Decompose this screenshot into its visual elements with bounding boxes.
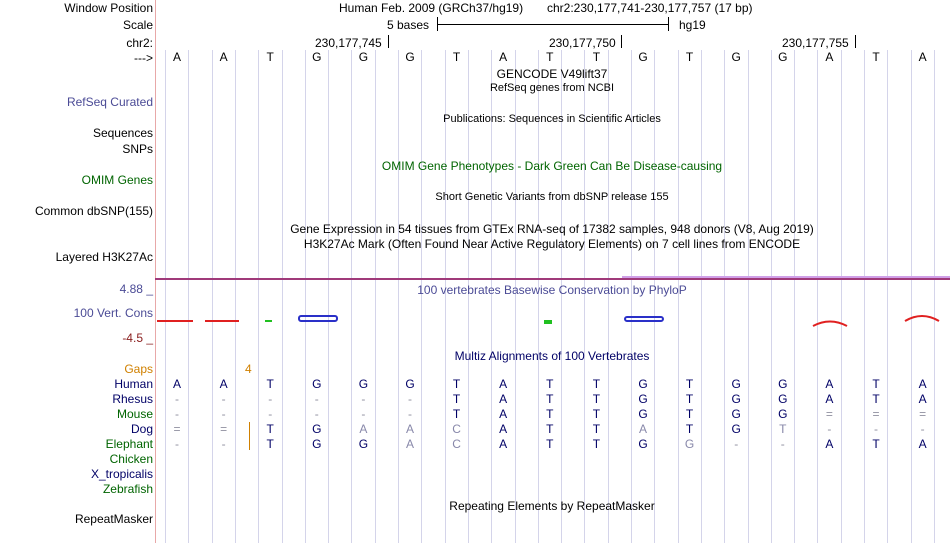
conservation-mark-8 xyxy=(905,316,939,321)
species-rhesus-label: Rhesus xyxy=(112,392,153,406)
reference-base: T xyxy=(452,50,461,64)
alignment-base-rhesus: - xyxy=(314,392,319,406)
alignment-base-mouse: = xyxy=(825,407,833,421)
alignment-base-human: T xyxy=(685,377,694,391)
alignment-base-human: T xyxy=(266,377,274,391)
alignment-base-human: T xyxy=(592,377,601,391)
dbsnp-track-title[interactable]: Short Genetic Variants from dbSNP release 155 xyxy=(435,191,669,203)
alignment-base-dog: - xyxy=(827,422,832,436)
gap-count: 4 xyxy=(245,362,252,376)
repeatmasker-label[interactable]: RepeatMasker xyxy=(74,512,153,526)
alignment-base-mouse: = xyxy=(872,407,880,421)
alignment-base-rhesus: T xyxy=(592,392,601,406)
alignment-base-rhesus: T xyxy=(546,392,554,406)
alignment-base-elephant: T xyxy=(872,437,880,451)
alignment-base-mouse: T xyxy=(592,407,601,421)
alignment-base-human: A xyxy=(172,377,181,391)
alignment-base-mouse: = xyxy=(919,407,927,421)
alignment-base-dog: A xyxy=(638,422,647,436)
chromosome-label: chr2: xyxy=(126,36,153,50)
alignment-base-human: G xyxy=(405,377,415,391)
reference-base: T xyxy=(266,50,274,64)
alignment-base-mouse: T xyxy=(452,407,461,421)
phylop-max-label: 4.88 _ xyxy=(119,282,153,296)
alignment-base-dog: - xyxy=(920,422,925,436)
window-position-label: Window Position xyxy=(64,1,153,15)
alignment-base-elephant: - xyxy=(175,437,179,451)
alignment-base-rhesus: A xyxy=(918,392,927,406)
alignment-base-rhesus: - xyxy=(408,392,412,406)
reference-base: A xyxy=(918,50,927,64)
alignment-base-dog: T xyxy=(779,422,787,436)
conservation-plot xyxy=(155,305,950,330)
alignment-base-rhesus: G xyxy=(731,392,741,406)
alignment-base-rhesus: T xyxy=(452,392,461,406)
alignment-base-rhesus: T xyxy=(685,392,694,406)
alignment-base-elephant: - xyxy=(780,437,785,451)
reference-base: G xyxy=(358,50,369,64)
sequences-label[interactable]: Sequences xyxy=(92,126,153,140)
alignment-base-rhesus: G xyxy=(778,392,788,406)
alignment-base-elephant: A xyxy=(918,437,927,451)
alignment-base-rhesus: - xyxy=(361,392,366,406)
multiz-track-title[interactable]: Multiz Alignments of 100 Vertebrates xyxy=(454,349,650,363)
ruler-tick-1 xyxy=(388,35,389,48)
alignment-base-mouse: - xyxy=(408,407,412,421)
alignment-base-rhesus: - xyxy=(268,392,273,406)
species-xtropicalis-label: X_tropicalis xyxy=(90,467,153,481)
alignment-base-dog: T xyxy=(546,422,554,436)
species-chicken-label: Chicken xyxy=(109,452,153,466)
alignment-base-mouse: - xyxy=(314,407,319,421)
alignment-base-human: A xyxy=(825,377,834,391)
scale-label: Scale xyxy=(122,18,153,32)
ruler-tick-label-1: 230,177,745 xyxy=(315,36,382,50)
reference-base: G xyxy=(405,50,415,64)
alignment-base-mouse: G xyxy=(731,407,741,421)
species-mouse-label: Mouse xyxy=(116,407,153,421)
snps-label[interactable]: SNPs xyxy=(122,142,153,156)
alignment-base-mouse: - xyxy=(221,407,226,421)
omim-genes-label[interactable]: OMIM Genes xyxy=(81,173,153,187)
conservation-mark-6 xyxy=(625,317,663,321)
alignment-base-mouse: T xyxy=(685,407,694,421)
conservation-mark-7 xyxy=(813,322,847,327)
alignment-base-mouse: - xyxy=(361,407,366,421)
alignment-base-rhesus: - xyxy=(221,392,226,406)
refseq-track-title[interactable]: RefSeq genes from NCBI xyxy=(489,82,615,94)
scale-bar xyxy=(437,17,669,32)
refseq-curated-label[interactable]: RefSeq Curated xyxy=(66,95,153,109)
alignment-base-elephant: G xyxy=(312,437,322,451)
reference-base: T xyxy=(685,50,694,64)
alignment-base-elephant: T xyxy=(266,437,274,451)
scale-db: hg19 xyxy=(679,18,706,32)
alignment-base-human: G xyxy=(358,377,369,391)
reference-base: A xyxy=(499,50,508,64)
alignment-base-dog: G xyxy=(731,422,741,436)
alignment-base-mouse: - xyxy=(268,407,273,421)
alignment-base-human: G xyxy=(312,377,322,391)
alignment-base-dog: C xyxy=(452,422,461,436)
alignment-base-rhesus: G xyxy=(638,392,648,406)
alignment-base-mouse: G xyxy=(778,407,788,421)
alignment-base-elephant: G xyxy=(638,437,648,451)
conservation-mark-4 xyxy=(299,316,337,321)
gencode-track-title[interactable]: GENCODE V49lift37 xyxy=(496,67,608,81)
alignment-base-elephant: A xyxy=(405,437,414,451)
reference-base: G xyxy=(312,50,322,64)
alignment-base-elephant: - xyxy=(221,437,226,451)
alignment-base-dog: A xyxy=(405,422,414,436)
alignment-base-dog: T xyxy=(266,422,274,436)
reference-base: T xyxy=(546,50,554,64)
alignment-base-mouse: - xyxy=(175,407,179,421)
alignment-base-rhesus: A xyxy=(825,392,834,406)
h3k27ac-track-title[interactable]: H3K27Ac Mark (Often Found Near Active Regulatory Elements) on 7 cell lines from ENCODE xyxy=(303,237,801,251)
publications-track-title[interactable]: Publications: Sequences in Scientific Articles xyxy=(443,113,661,125)
ruler-tick-label-2: 230,177,750 xyxy=(549,36,616,50)
species-dog-label: Dog xyxy=(130,422,153,436)
alignment-base-dog: T xyxy=(592,422,601,436)
ruler-tick-label-3: 230,177,755 xyxy=(782,36,849,50)
reference-base: A xyxy=(825,50,834,64)
reference-base: T xyxy=(872,50,880,64)
ruler-tick-2 xyxy=(621,35,622,48)
phylop-track-title[interactable]: 100 vertebrates Basewise Conservation by PhyloP xyxy=(417,283,687,297)
species-human-label: Human xyxy=(114,377,153,391)
reference-base: G xyxy=(731,50,741,64)
species-zebrafish-label: Zebrafish xyxy=(102,482,153,496)
layered-h3k27ac-label[interactable]: Layered H3K27Ac xyxy=(55,250,153,264)
species-elephant-label: Elephant xyxy=(105,437,153,451)
alignment-base-dog: G xyxy=(312,422,322,436)
assembly-title: Human Feb. 2009 (GRCh37/hg19) xyxy=(339,1,524,15)
alignment-base-dog: = xyxy=(173,422,181,436)
alignment-base-elephant: G xyxy=(358,437,369,451)
alignment-base-rhesus: - xyxy=(175,392,179,406)
strand-arrow-label: ---> xyxy=(134,51,153,65)
repeatmasker-track-title[interactable]: Repeating Elements by RepeatMasker xyxy=(449,499,655,513)
phylop-min-label: -4.5 _ xyxy=(122,331,153,345)
gtex-track-title[interactable]: Gene Expression in 54 tissues from GTEx RNA-seq of 17382 samples, 948 donors (V8, Aug 2019) xyxy=(290,222,814,236)
alignment-base-dog: T xyxy=(685,422,694,436)
alignment-base-elephant: G xyxy=(684,437,695,451)
alignment-base-human: G xyxy=(731,377,741,391)
reference-base: G xyxy=(638,50,648,64)
alignment-base-mouse: G xyxy=(638,407,648,421)
ruler-tick-3 xyxy=(855,35,856,48)
conservation-mark-5 xyxy=(544,320,552,324)
scale-text: 5 bases xyxy=(387,18,430,32)
alignment-base-elephant: - xyxy=(734,437,739,451)
reference-base: A xyxy=(172,50,181,64)
alignment-base-elephant: T xyxy=(592,437,601,451)
alignment-base-human: G xyxy=(778,377,788,391)
alignment-base-mouse: T xyxy=(546,407,554,421)
alignment-base-rhesus: T xyxy=(872,392,880,406)
alignment-base-elephant: A xyxy=(499,437,508,451)
reference-base: G xyxy=(778,50,788,64)
alignment-base-dog: = xyxy=(220,422,228,436)
alignment-base-human: T xyxy=(452,377,461,391)
alignment-base-human: T xyxy=(546,377,554,391)
gaps-label: Gaps xyxy=(124,362,153,376)
alignment-base-elephant: C xyxy=(452,437,461,451)
alignment-base-human: A xyxy=(499,377,508,391)
alignment-base-human: T xyxy=(872,377,880,391)
alignment-base-human: A xyxy=(219,377,228,391)
reference-base: A xyxy=(219,50,228,64)
alignment-base-human: G xyxy=(638,377,648,391)
alignment-base-dog: - xyxy=(874,422,878,436)
window-position-value: chr2:230,177,741-230,177,757 (17 bp) xyxy=(547,1,753,15)
alignment-base-dog: A xyxy=(359,422,368,436)
alignment-base-dog: A xyxy=(499,422,508,436)
alignment-base-human: A xyxy=(918,377,927,391)
alignment-base-elephant: T xyxy=(546,437,554,451)
alignment-base-mouse: A xyxy=(499,407,508,421)
common-dbsnp-label[interactable]: Common dbSNP(155) xyxy=(34,204,153,218)
omim-track-title[interactable]: OMIM Gene Phenotypes - Dark Green Can Be Disease-causing xyxy=(381,159,723,173)
alignment-base-elephant: A xyxy=(825,437,834,451)
reference-base: T xyxy=(592,50,601,64)
alignment-base-rhesus: A xyxy=(499,392,508,406)
gap-marker xyxy=(249,422,250,450)
vert-cons-label[interactable]: 100 Vert. Cons xyxy=(73,306,153,320)
